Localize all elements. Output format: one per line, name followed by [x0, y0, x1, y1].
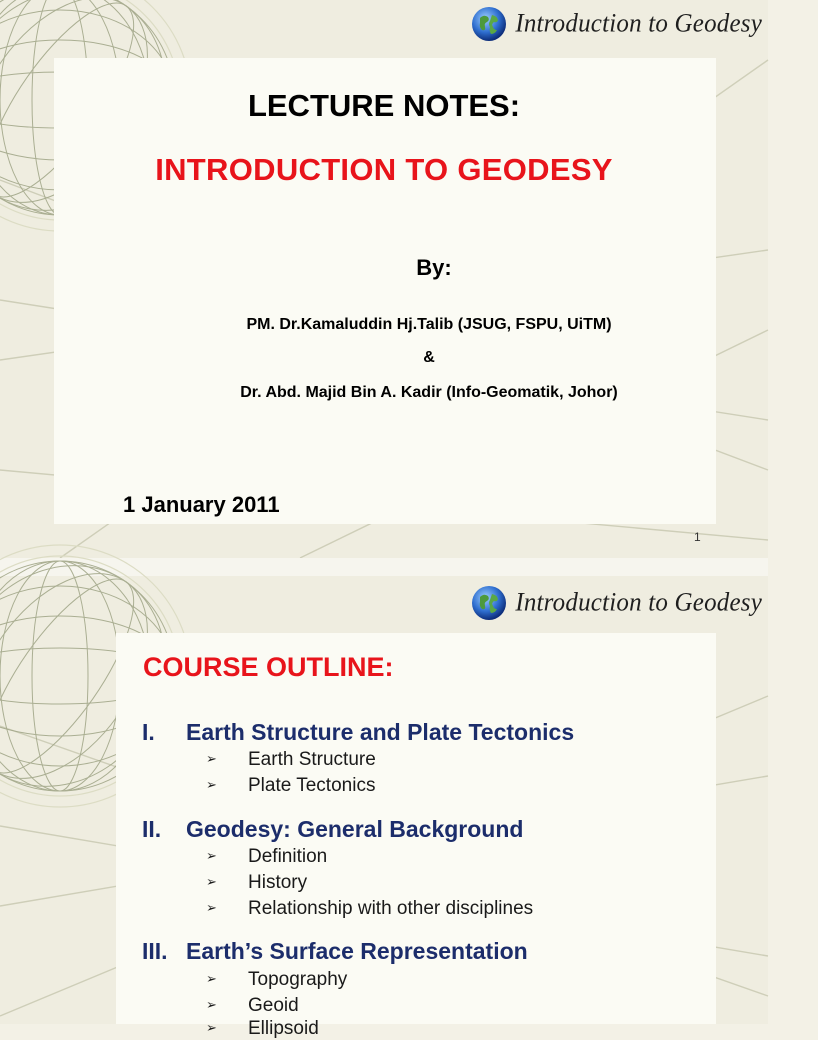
- section-title: Earth Structure and Plate Tectonics: [186, 719, 575, 745]
- bullet-arrow-icon: ➢: [206, 900, 217, 915]
- bullet-arrow-icon: ➢: [206, 848, 217, 863]
- author-separator: &: [423, 349, 435, 366]
- section-title: Earth’s Surface Representation: [186, 938, 528, 964]
- slide-separator: [0, 558, 768, 576]
- list-item-label: Topography: [248, 969, 348, 990]
- section-heading: [142, 816, 523, 843]
- globe-icon: [471, 6, 507, 42]
- header-brand: [471, 4, 762, 44]
- slide-title: LECTURE NOTES:: [247, 88, 521, 123]
- section-heading: [142, 938, 528, 965]
- slide-subtitle: INTRODUCTION TO GEODESY: [155, 152, 613, 187]
- bullet-arrow-icon: ➢: [206, 751, 217, 766]
- section-heading: [142, 719, 574, 746]
- bullet-arrow-icon: ➢: [206, 777, 217, 792]
- list-item-label: Relationship with other disciplines: [248, 898, 534, 919]
- lecture-date: 1 January 2011: [123, 492, 280, 517]
- brand-title: Introduction to Geodesy: [515, 588, 762, 617]
- by-label: By:: [416, 255, 452, 280]
- section-number: III.: [142, 938, 168, 964]
- list-item-label: Geoid: [248, 995, 299, 1016]
- section-number: II.: [142, 816, 162, 842]
- section-number: I.: [142, 719, 155, 745]
- section-title: Geodesy: General Background: [186, 816, 524, 842]
- globe-icon: [471, 585, 507, 621]
- list-item-label: History: [248, 872, 308, 893]
- header-brand: [471, 583, 762, 623]
- list-item-label: Definition: [248, 846, 328, 867]
- page-number: 1: [694, 530, 701, 544]
- bullet-arrow-icon: ➢: [206, 997, 217, 1012]
- bullet-arrow-icon: ➢: [206, 1020, 217, 1035]
- list-item-label: Earth Structure: [248, 749, 376, 770]
- list-item-label: Plate Tectonics: [248, 775, 376, 796]
- bullet-arrow-icon: ➢: [206, 874, 217, 889]
- content-panel: [54, 58, 716, 524]
- list-item-label: Ellipsoid: [248, 1018, 319, 1039]
- brand-title: Introduction to Geodesy: [515, 9, 762, 38]
- author-2: Dr. Abd. Majid Bin A. Kadir (Info-Geomatik, Johor): [240, 384, 618, 401]
- course-outline-title: COURSE OUTLINE:: [143, 652, 394, 682]
- bullet-arrow-icon: ➢: [206, 971, 217, 986]
- author-1: PM. Dr.Kamaluddin Hj.Talib (JSUG, FSPU, UiTM): [246, 316, 612, 333]
